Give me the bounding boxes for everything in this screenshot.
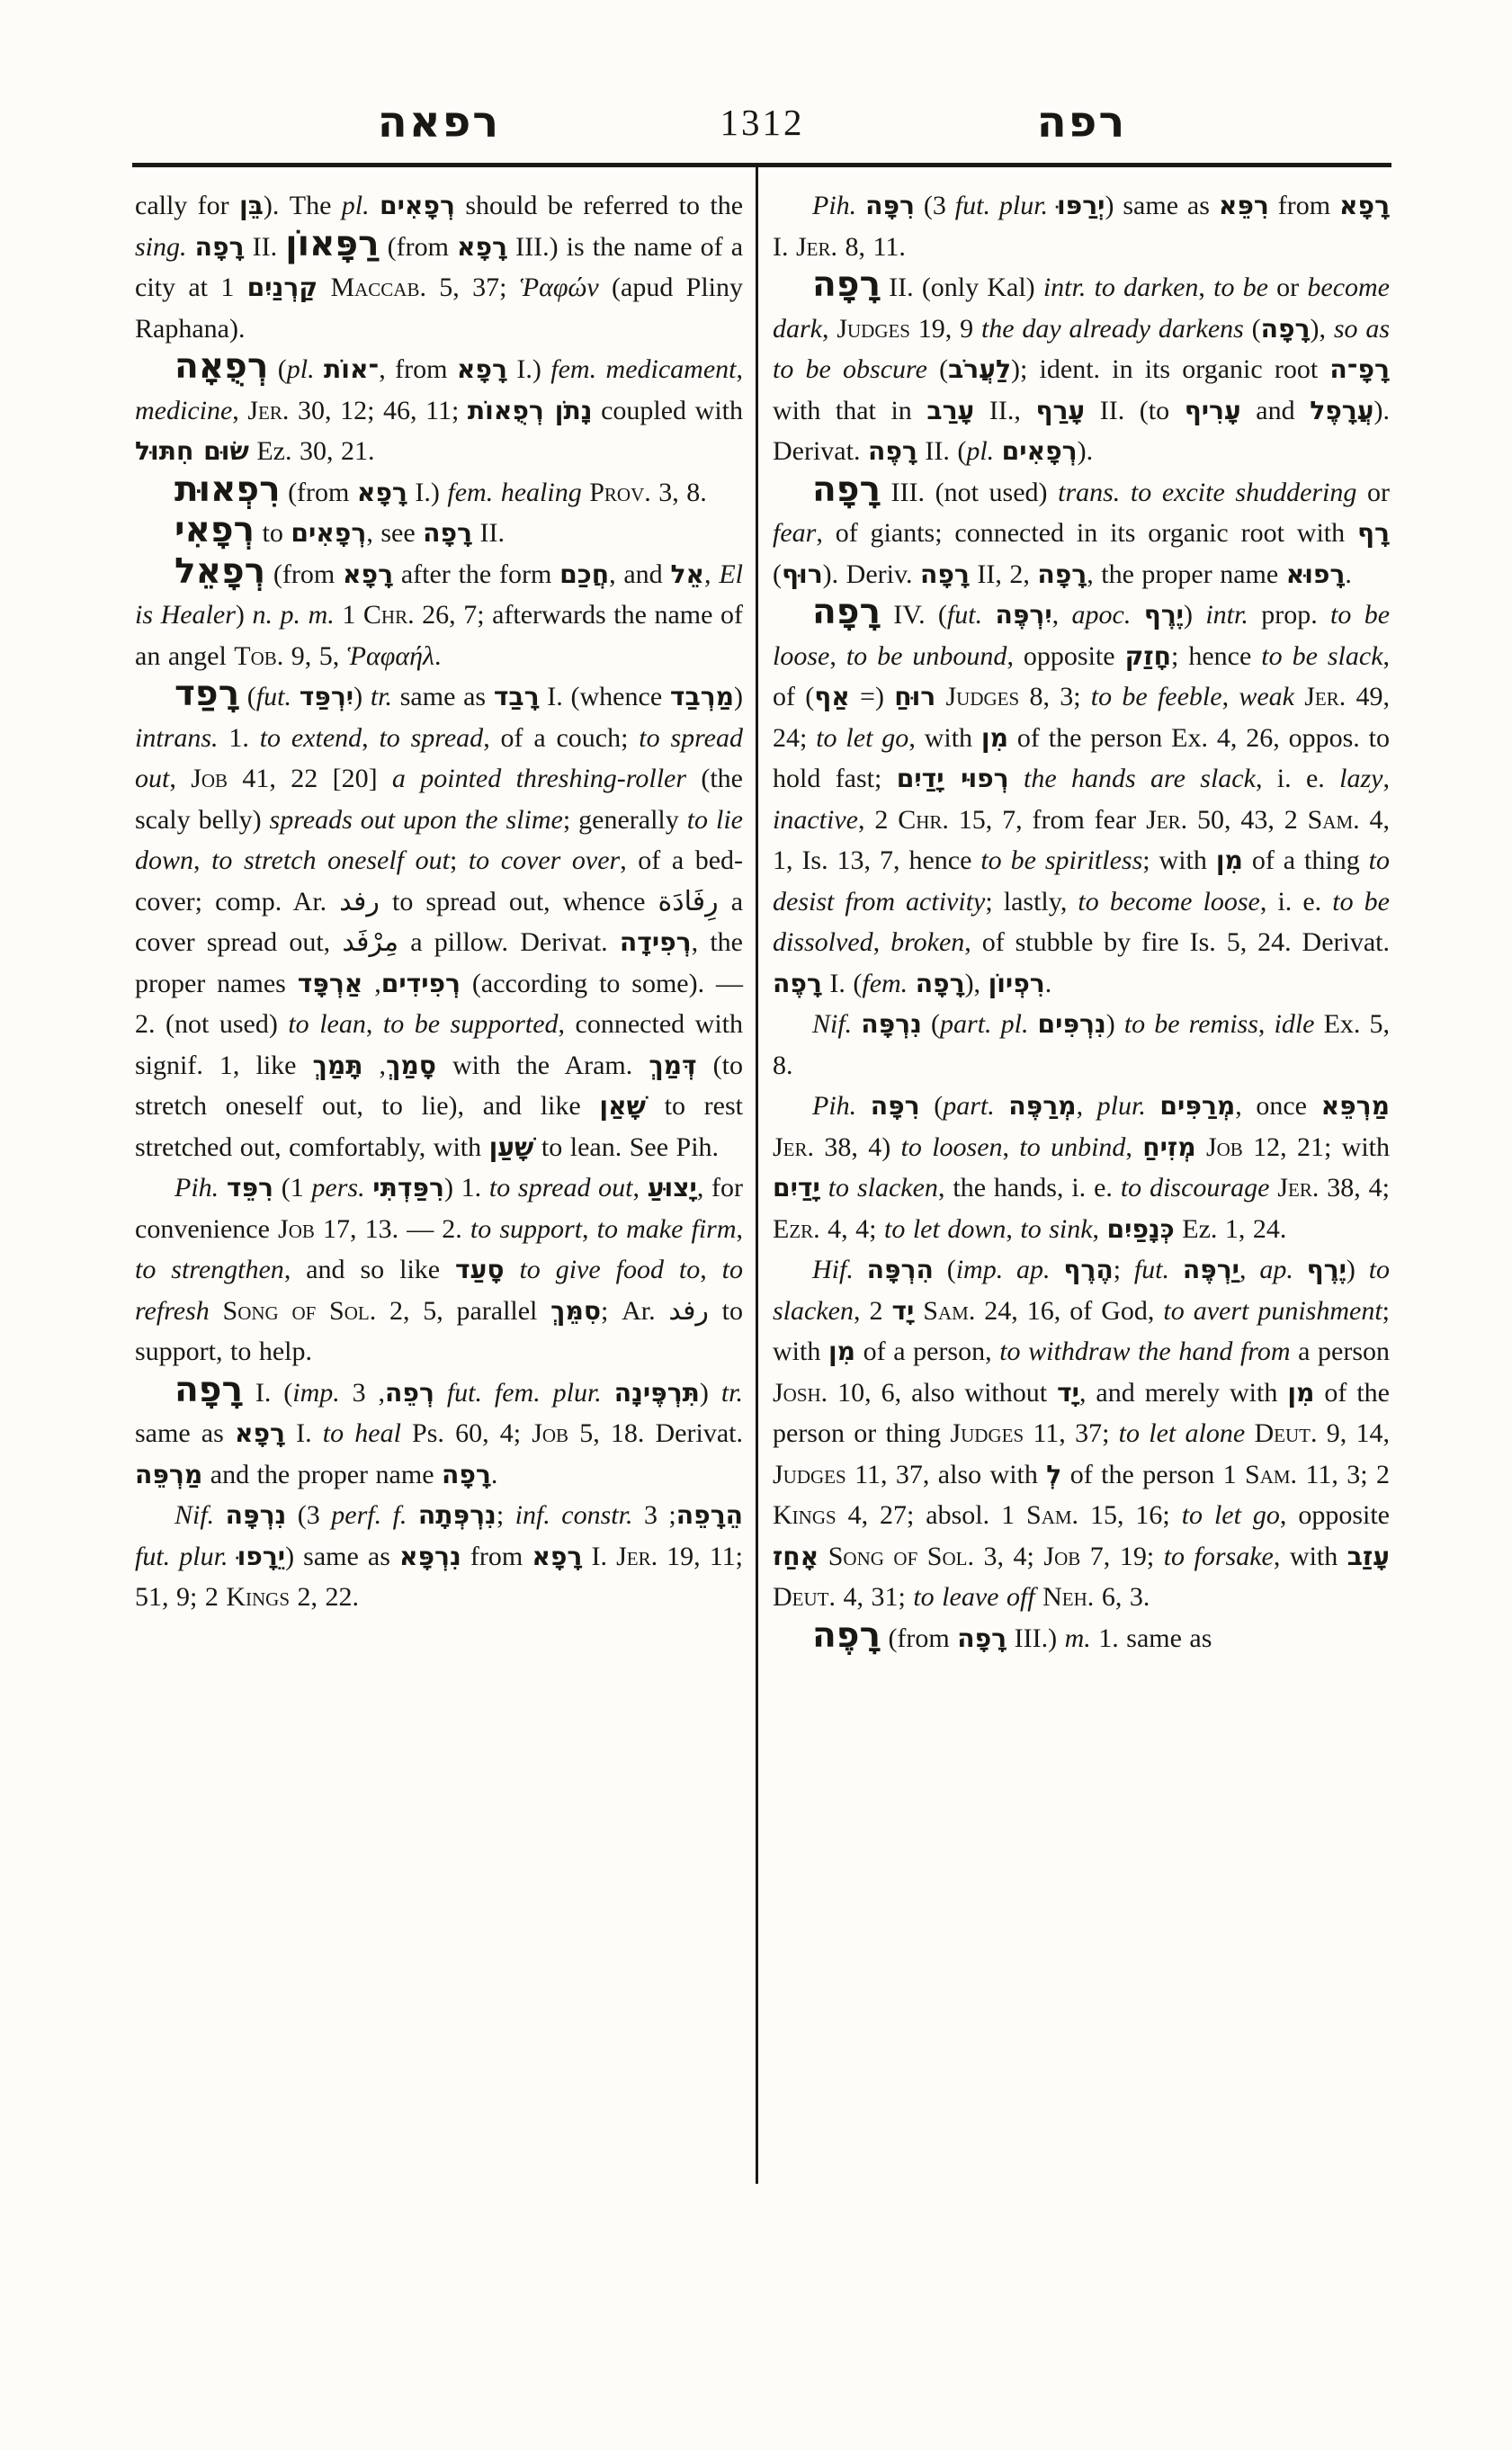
- entry-paragraph: רָפַד (fut. יִרְפַּד) tr. same as רָבַד I. (whence מַרְבַד) intrans. 1. to extend, to spread, of a couch; to spread out, Job 41, 22 [20] a pointed threshing-roller (the scaly belly) spreads out upon the slime; generally to lie down, to stretch oneself out; to cover over, of a bed-cover; comp. Ar. رفد to spread out, whence رِفَادَة a cover spread out, مِرْفَد a pillow. Derivat. רְפִידָה, the proper names רְפִידִים, אַרְפָּד (according to some). — 2. (not used) to lean, to be supported, connected with signif. 1, like סָמַךְ, תָּמַךְ with the Aram. דְּמַךְ (to stretch oneself out, to lie), and like שָׁאַן to rest stretched out, comfortably, with שָׁעַן to lean. See Pih.: [135, 674, 744, 1162]
- entry-paragraph: Pih. רִפֵּד (1 pers. רִפַּדְתִּי) 1. to spread out, יָצוּעַ, for convenience Job 17, 13. — 2. to support, to make firm, to strengthen, and so like סָעַד to give food to, to refresh Song of Sol. 2, 5, parallel סִמֵּךְ; Ar. رفد to support, to help.: [135, 1173, 744, 1366]
- entry-paragraph: Pih. רִפָּה (part. מְרַפֶּה, plur. מְרַפִּים, once מַרְפֵּא Jer. 38, 4) to loosen, to unbind, מְזִיחַ Job 12, 21; with יָדַיִם to slacken, the hands, i. e. to discourage Jer. 38, 4; Ezr. 4, 4; to let down, to sink, כְּנָפַיִם Ez. 1, 24.: [773, 1091, 1391, 1244]
- page-number: 1312: [720, 102, 805, 143]
- entry-paragraph: רְפָאִי to רְפָאִים, see רָפָה II.: [174, 510, 505, 550]
- entry-paragraph: Nif. נִרְפָּה (part. pl. נִרְפִּים) to be remiss, idle Ex. 5, 8.: [773, 1009, 1390, 1080]
- header-keyword-left: רפאה: [377, 97, 501, 148]
- entry-paragraph: רָפֶה (from רָפָה III.) m. 1. same as: [812, 1614, 1212, 1656]
- header-keyword-right-cell: [774, 86, 1390, 158]
- entry-paragraph: רָפָה II. (only Kal) intr. to darken, to be or become dark, Judges 19, 9 the day already darkens (רָפָה), so as to be obscure (לַעֲרֹב); ident. in its organic root רָפָ־ה with that in עָרַב II., עָרַף II. (to עָרִיף and עֲרָפֶל). Derivat. רָפֶה II. (pl. רְפָאִים).: [773, 264, 1391, 466]
- column-divider: [756, 165, 758, 2184]
- entry-paragraph: רִפְאוּת (from רָפָא I.) fem. healing Prov. 3, 8.: [174, 469, 707, 510]
- entry-paragraph: רְפֻאָה (pl. ־אוֹת, from רָפָא I.) fem. medicament, medicine, Jer. 30, 12; 46, 11; נָתֹן רְפֻאוֹת coupled with שׂוּם חִתּוּל Ez. 30, 21.: [135, 346, 743, 466]
- right-column: [773, 185, 1390, 1659]
- header-keyword-right: רפה: [1036, 97, 1127, 148]
- entry-paragraph: רָפָה III. (not used) trans. to excite shuddering or fear, of giants; connected in its organic root with רָף (רוּף). Deriv. רָפָה II, 2, רָפָה, the proper name רָפוּא.: [773, 469, 1390, 589]
- entry-paragraph: Nif. נִרְפָּה (3 perf. f. נִרְפְּתָה; inf. constr. הֵרָפֵה; 3 fut. plur. יֵרָפוּ) same as נִרְפָּא from רָפָא I. Jer. 19, 11; 51, 9; 2 Kings 2, 22.: [135, 1500, 743, 1612]
- entry-paragraph: cally for בֵּן). The pl. רְפָאִים should be referred to the sing. רָפָה II. רַפָּאוֹן (from רָפָא III.) is the name of a city at קַרְנַיִם 1 Maccab. 5, 37; Ῥαφών (apud Pliny Raphana).: [135, 191, 744, 344]
- entry-paragraph: רָפָה I. (imp. רְפֵה, 3 fut. fem. plur. תִּרְפֶּינָה) tr. same as רָפָא I. to heal Ps. 60, 4; Job 5, 18. Derivat. מַרְפֵּה and the proper name רָפָה.: [135, 1369, 744, 1489]
- left-column: [135, 185, 743, 1618]
- entry-paragraph: רָפָה IV. (fut. יִרְפֶּה, apoc. יֶרֶף) intr. prop. to be loose, to be unbound, opposite חָזַק; hence to be slack, of רוּחַ (= אַף) Judges 8, 3; to be feeble, weak Jer. 49, 24; to let go, with מִן of the person Ex. 4, 26, oppos. to hold fast; רְפוּי יָדַיִם the hands are slack, i. e. lazy, inactive, 2 Chr. 15, 7, from fear Jer. 50, 43, 2 Sam. 4, 1, Is. 13, 7, hence to be spiritless; with מִן of a thing to desist from activity; lastly, to become loose, i. e. to be dissolved, broken, of stubble by fire Is. 5, 24. Derivat. רָפֶה I. (fem. רָפָה), רִפְיוֹן.: [773, 592, 1391, 998]
- entry-paragraph: Pih. רִפָּה (3 fut. plur. יְרַפּוּ) same as רִפֵּא from רָפָא I. Jer. 8, 11.: [773, 191, 1391, 262]
- entry-paragraph: Hif. הִרְפָּה (imp. ap. הֶרֶף; fut. יַרְפֶּה, ap. יֶרֶף) to slacken, יָד 2 Sam. 24, 16, of God, to avert punishment; with מִן of a person, to withdraw the hand from a person Josh. 10, 6, also without יָד, and merely with מִן of the person or thing Judges 11, 37; to let alone Deut. 9, 14, Judges 11, 37, also with לְ of the person 1 Sam. 11, 3; 2 Kings 4, 27; absol. 1 Sam. 15, 16; to let go, opposite אָחַז Song of Sol. 3, 4; Job 7, 19; to forsake, with עָזַב Deut. 4, 31; to leave off Neh. 6, 3.: [773, 1255, 1391, 1612]
- entry-paragraph: רְפָאֵל (from רָפָא after the form חֲכַם, and אֵל, El is Healer) n. p. m. 1 Chr. 26, 7; afterwards the name of an angel Tob. 9, 5, Ῥαφαήλ.: [135, 550, 744, 671]
- page-header: [135, 86, 1390, 158]
- header-rule: [132, 163, 1391, 167]
